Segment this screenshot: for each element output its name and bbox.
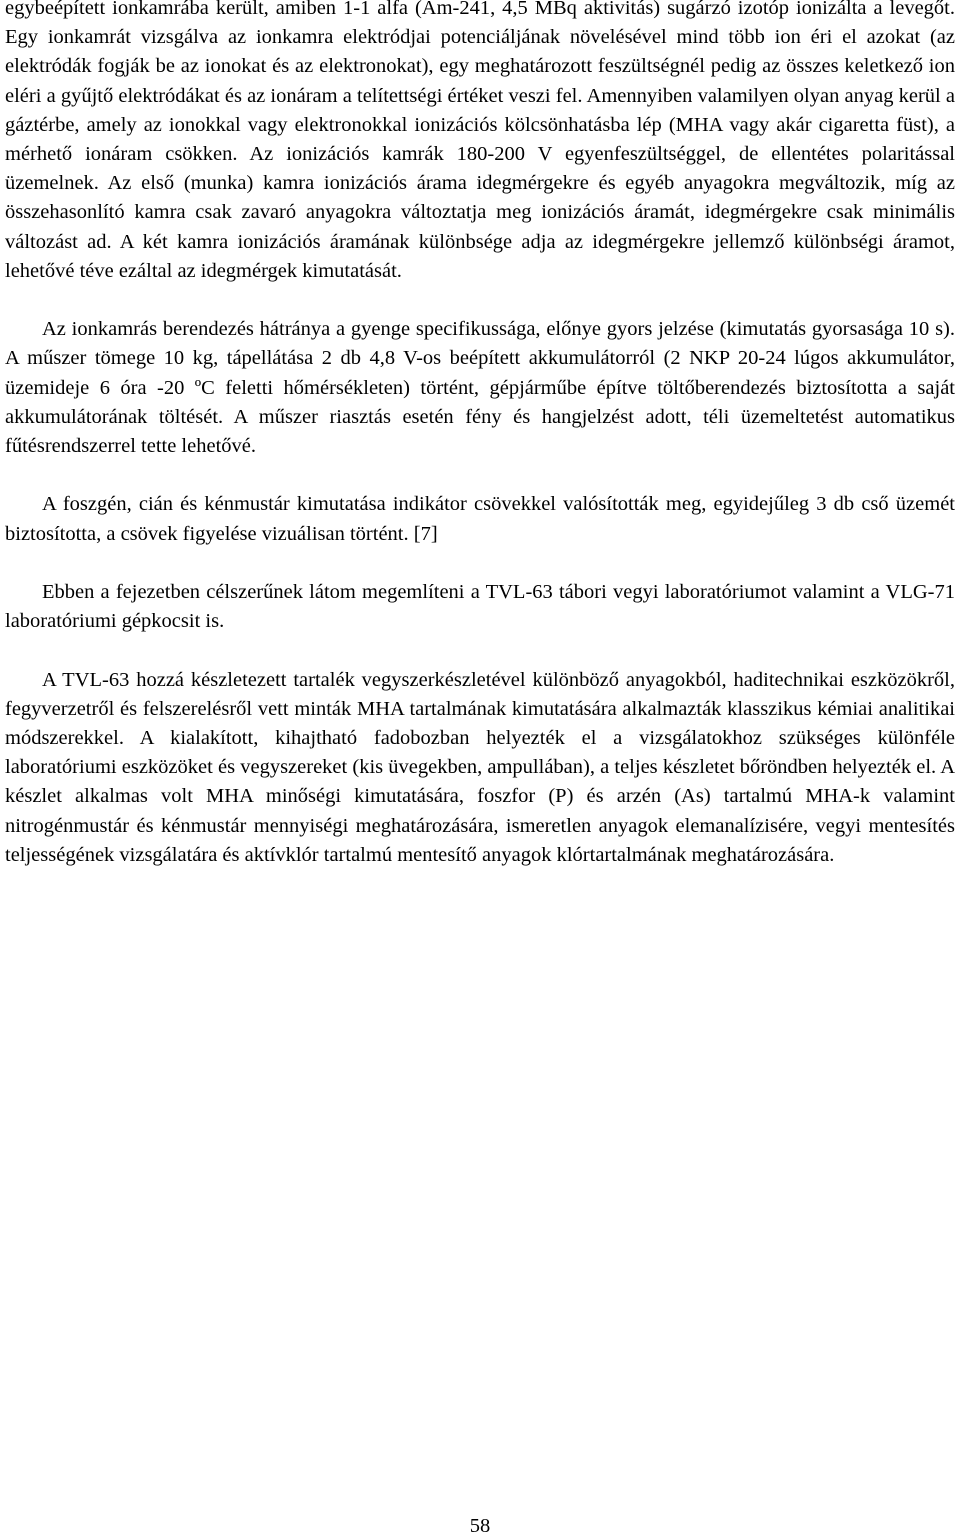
paragraph-field-laboratory-intro: Ebben a fejezetben célszerűnek látom megemlíteni a TVL-63 tábori vegyi laboratóriumot valamint a VLG-71 laboratóriumi gépkocsit is. (5, 581, 955, 633)
page-number: 58 (469, 1515, 491, 1537)
paragraph-device-properties: Az ionkamrás berendezés hátránya a gyenge specifikussága, előnye gyors jelzése (kimutatás gyorsasága 10 s). A műszer tömege 10 kg, tápellátása 2 db 4,8 V-os beépített akkumulátorról (2 NKP 20-24 lúgos akkumulátor, üzemideje 6 óra -20 ºC feletti hőmérsékleten) történt, gépjárműbe építve töltőberendezés biztosította a saját akkumulátorának töltését. A műszer riasztás esetén fény és hangjelzést adott, téli üzemeltetést automatikus fűtésrendszerrel tette lehetővé. (5, 318, 955, 458)
paragraph-tvl-63-description: A TVL-63 hozzá készletezett tartalék vegyszerkészletével különböző anyagokból, haditechnikai eszközökről, fegyverzetről és felszerelésről vett minták MHA tartalmának kimutatására alkalmazták klasszikus kémiai analitikai módszerekkel. A kialakított, kihajtható fadobozban helyezték el a vizsgálatokhoz szükséges különféle laboratóriumi eszközöket és vegyszereket (kis üvegekben, ampullában), a teljes készletet bőröndben helyezték el. A készlet alkalmas volt MHA minőségi kimutatására, foszfor (P) és arzén (As) tartalmú MHA-k valamint nitrogénmustár és kénmustár mennyiségi meghatározására, ismeretlen anyagok elemanalízisére, vegyi mentesítés teljességének vizsgálatára és aktívklór tartalmú mentesítő anyagok klórtartalmának meghatározására. (5, 668, 955, 866)
document-page (5, 0, 955, 899)
paragraph-indicator-tubes: A foszgén, cián és kénmustár kimutatása indikátor csövekkel valósították meg, egyidejűleg 3 db cső üzemét biztosította, a csövek figyelése vizuálisan történt. [7] (5, 493, 955, 545)
paragraph-ionization-chamber: egybeépített ionkamrába került, amiben 1-1 alfa (Am-241, 4,5 MBq aktivitás) sugárzó izotóp ionizálta a levegőt. Egy ionkamrát vizsgálva az ionkamra elektródjai potenciáljának növelésével mind több ion éri el azokat (az elektródák fogják be az ionokat és az elektronokat), egy meghatározott feszültségnél pedig az összes keletkező ion eléri a gyűjtő elektródákat és az ionáram a telítettségi értéket veszi fel. Amennyiben valamilyen olyan anyag kerül a gáztérbe, amely az ionokkal vagy elektronokkal ionizációs kölcsönhatásba lép (MHA vagy akár cigaretta füst), a mérhető ionáram csökken. Az ionizációs kamrák 180-200 V egyenfeszültséggel, de ellentétes polaritással üzemelnek. Az első (munka) kamra ionizációs árama idegmérgekre és egyéb anyagokra megváltozik, míg az összehasonlító kamra csak zavaró anyagokra változtatja meg ionizációs áramát, idegmérgekre csak minimális változást ad. A két kamra ionizációs áramának különbsége adja az idegmérgekre jellemző különbségi áramot, lehetővé téve ezáltal az idegmérgek kimutatását. (5, 0, 955, 282)
